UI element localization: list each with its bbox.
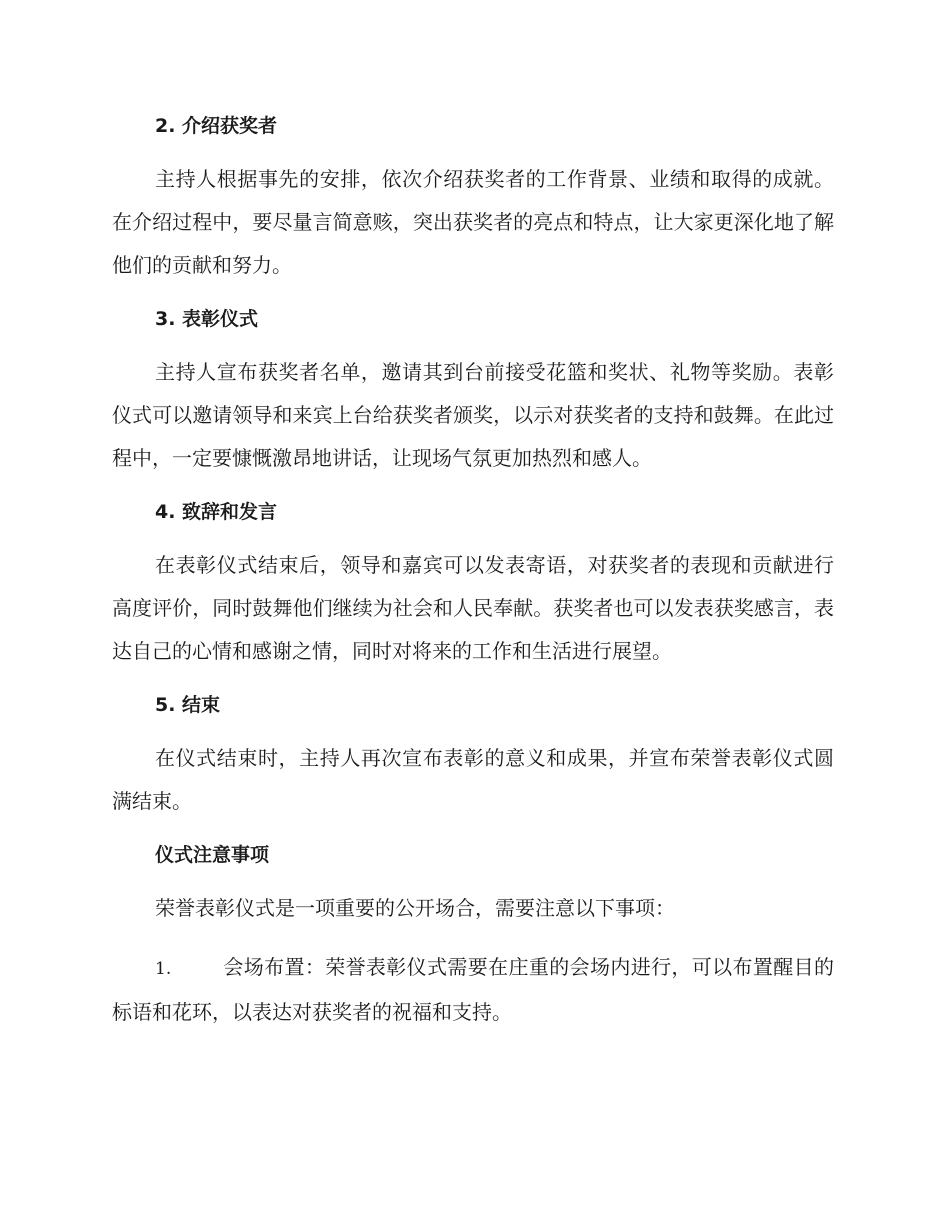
section-heading: 仪式注意事项	[155, 844, 270, 866]
section-heading: 3. 表彰仪式	[155, 308, 259, 330]
section-heading: 5. 结束	[155, 694, 221, 716]
paragraph: 在仪式结束时，主持人再次宣布表彰的意义和成果，并宣布荣誉表彰仪式圆满结束。	[112, 746, 834, 813]
paragraph: 主持人宣布获奖者名单，邀请其到台前接受花篮和奖状、礼物等奖励。表彰仪式可以邀请领导和来宾上台给获奖者颁奖，以示对获奖者的支持和鼓舞。在此过程中，一定要慷慨激昂地讲话，让现场气氛更加热烈和感人。	[112, 360, 834, 470]
section-award-ceremony	[112, 303, 834, 480]
document-body	[112, 110, 834, 1050]
section-speeches	[112, 496, 834, 673]
paragraph: 主持人根据事先的安排，依次介绍获奖者的工作背景、业绩和取得的成就。在介绍过程中，要尽量言简意赅，突出获奖者的亮点和特点，让大家更深化地了解他们的贡献和努力。	[112, 167, 834, 277]
section-introduce-winners	[112, 110, 834, 287]
list-item-text: 会场布置：荣誉表彰仪式需要在庄重的会场内进行，可以布置醒目的标语和花环，以表达对获奖者的祝福和支持。	[112, 955, 834, 1024]
section-heading: 4. 致辞和发言	[155, 501, 278, 523]
notes-list	[112, 946, 834, 1034]
paragraph: 在表彰仪式结束后，领导和嘉宾可以发表寄语，对获奖者的表现和贡献进行高度评价，同时鼓舞他们继续为社会和人民奉献。获奖者也可以发表获奖感言，表达自己的心情和感谢之情，同时对将来的工作和生活进行展望。	[112, 553, 834, 663]
section-heading: 2. 介绍获奖者	[155, 115, 278, 137]
section-closing	[112, 689, 834, 823]
list-item-number: 1.	[155, 959, 172, 979]
section-ceremony-notes	[112, 839, 834, 930]
paragraph: 荣誉表彰仪式是一项重要的公开场合，需要注意以下事项：	[155, 896, 675, 920]
list-item	[112, 946, 834, 1034]
